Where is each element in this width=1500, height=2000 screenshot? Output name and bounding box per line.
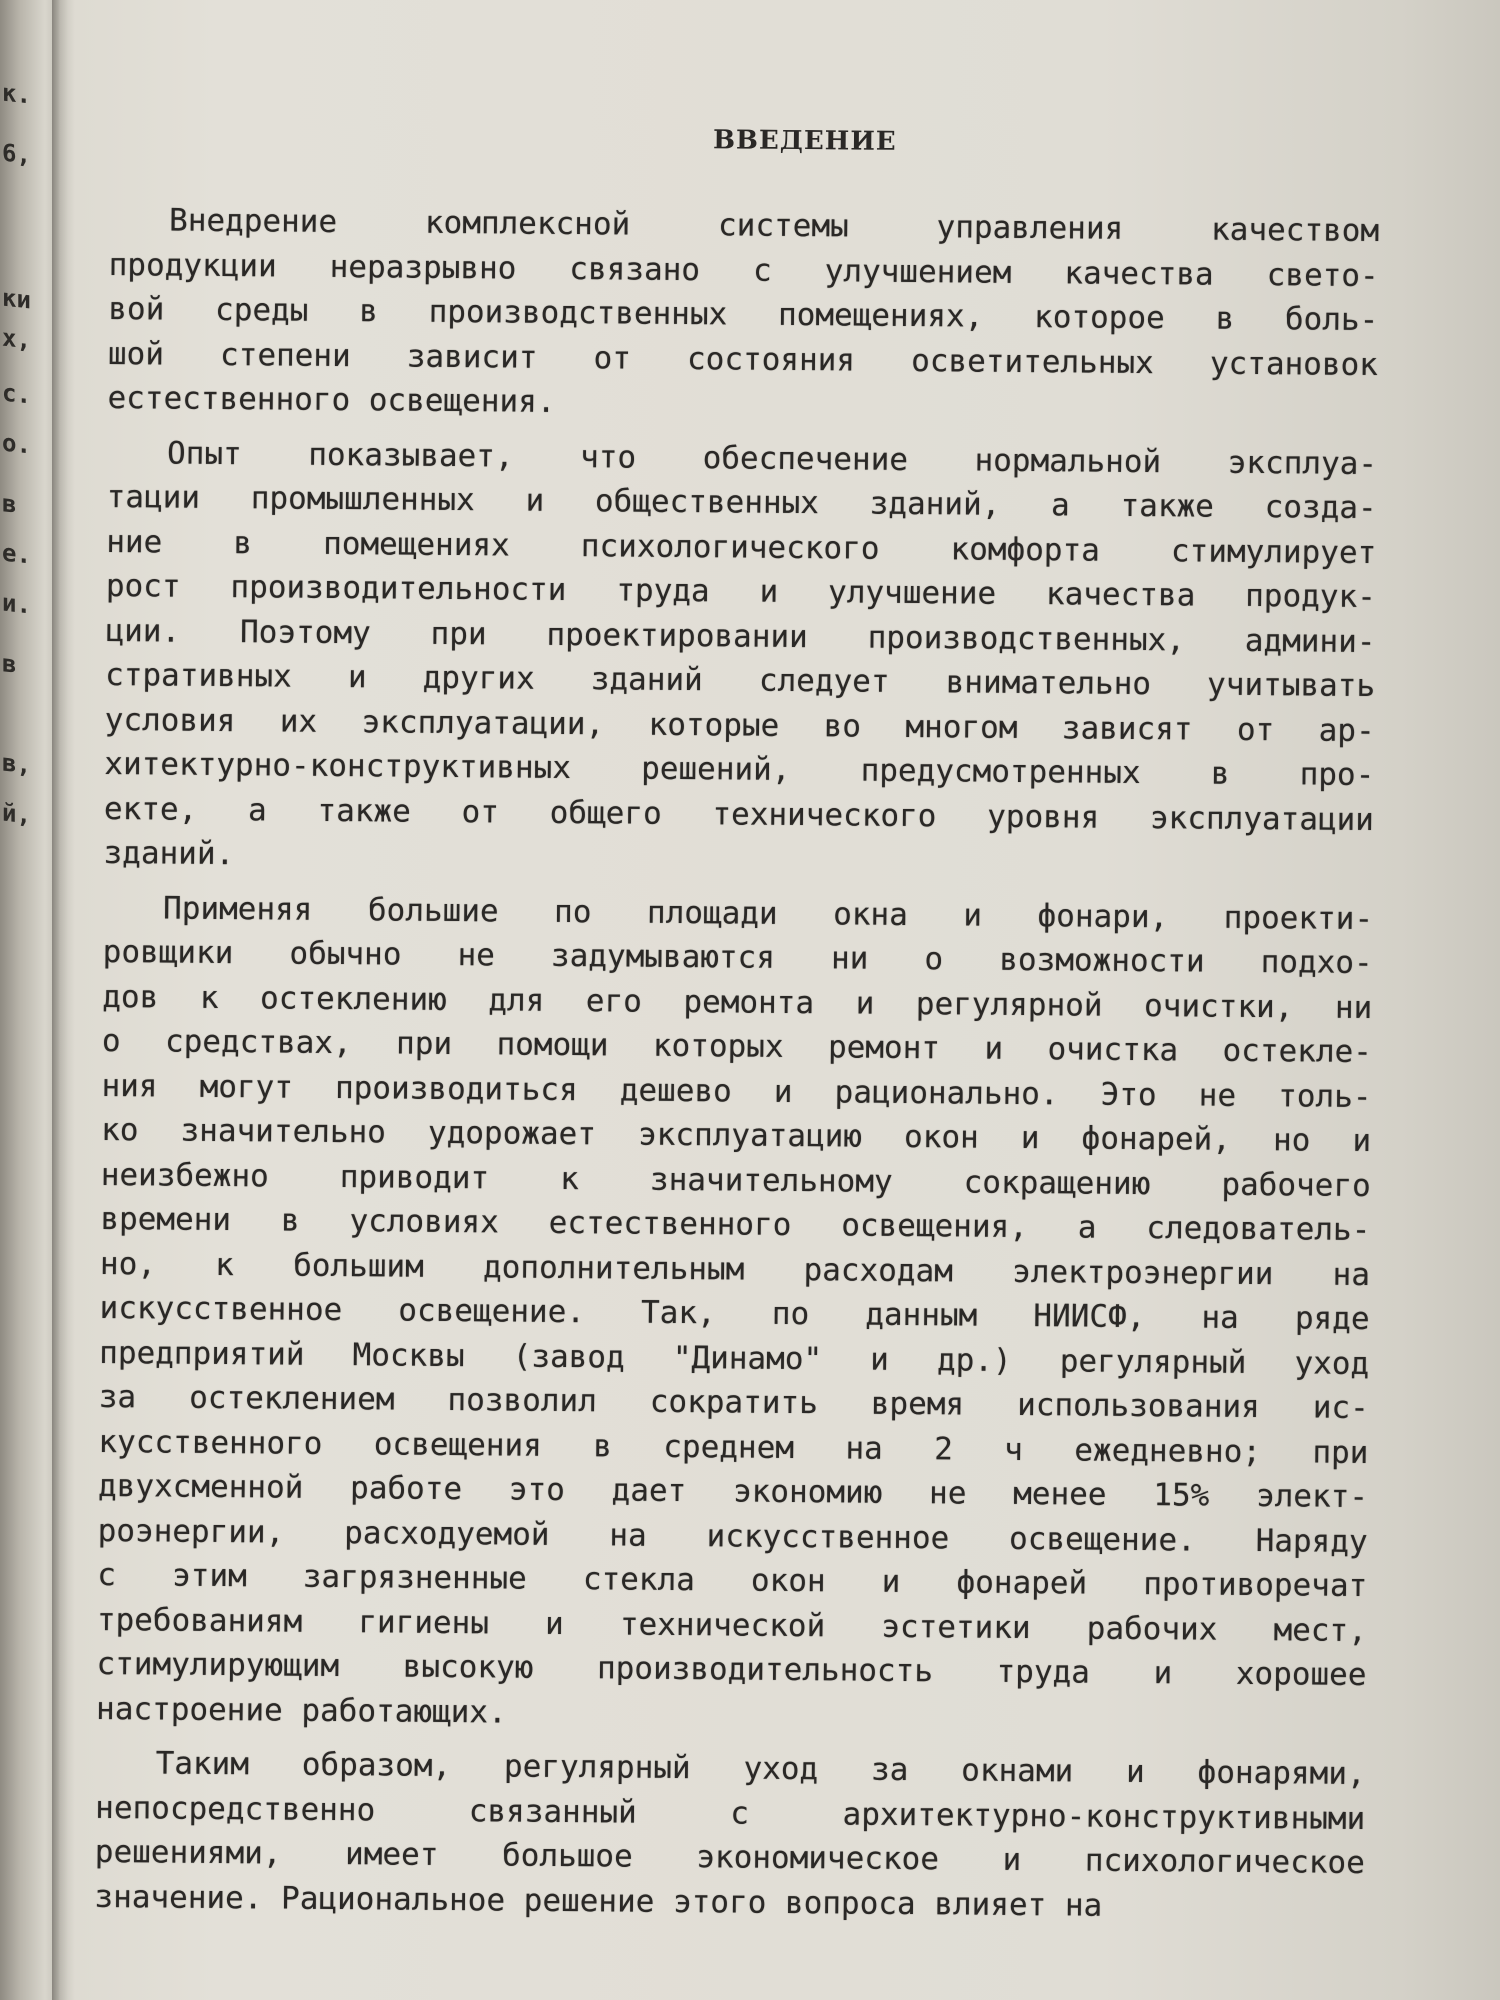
prev-page-fragment: в bbox=[2, 489, 17, 519]
page-heading: ВВЕДЕНИЕ bbox=[712, 125, 897, 157]
text-line: хитектурно-конструктивных решений, предусмотренных в про- bbox=[104, 745, 1375, 794]
prev-page-fragment: 6, bbox=[2, 138, 31, 170]
text-line: кусственного освещения в среднем на 2 ч ежедневно; при bbox=[98, 1423, 1369, 1471]
text-line: Применяя большие по площади окна и фонари, проекти- bbox=[162, 889, 1374, 937]
text-line: продукции неразрывно связано с улучшением качества свето- bbox=[108, 246, 1379, 294]
text-line: с этим загрязненные стекла окон и фонарей противоречат bbox=[97, 1556, 1368, 1605]
prev-page-fragment: с. bbox=[2, 378, 31, 410]
previous-page-edge bbox=[0, 0, 50, 2000]
text-line: настроение работающих. bbox=[95, 1690, 507, 1731]
prev-page-fragment: ки bbox=[2, 283, 31, 315]
prev-page-fragment: е. bbox=[2, 538, 31, 570]
text-line: ко значительно удорожает эксплуатацию окон и фонарей, но и bbox=[101, 1111, 1372, 1160]
text-line: ния могут производиться дешево и рационально. Это не толь- bbox=[101, 1067, 1372, 1115]
prev-page-fragment: х, bbox=[2, 323, 31, 355]
book-spine-shadow bbox=[52, 0, 68, 2000]
text-line: искусственное освещение. Так, по данным НИИСФ, на ряде bbox=[99, 1289, 1370, 1338]
text-line: екте, а также от общего технического уровня эксплуатации bbox=[103, 790, 1375, 838]
text-line: значение. Рациональное решение этого вопроса влияет на bbox=[94, 1878, 1103, 1924]
text-line: двухсменной работе это дает экономию не менее 15% элект- bbox=[97, 1467, 1369, 1516]
text-line: дов к остеклению для его ремонта и регулярной очистки, ни bbox=[102, 978, 1373, 1026]
prev-page-fragment: к. bbox=[2, 78, 31, 110]
text-line: естественного освещения. bbox=[107, 379, 556, 420]
paragraph bbox=[94, 1741, 1366, 1930]
paragraph bbox=[103, 430, 1377, 886]
text-line: за остеклением позволил сократить время использования ис- bbox=[98, 1378, 1369, 1427]
text-line: ции. Поэтому при проектировании производственных, админи- bbox=[105, 612, 1376, 660]
text-line: тации промышленных и общественных зданий, а также созда- bbox=[106, 478, 1377, 527]
text-line: о средствах, при помощи которых ремонт и очистка остекле- bbox=[101, 1022, 1373, 1071]
text-line: зданий. bbox=[103, 834, 235, 873]
text-line: роэнергии, расходуемой на искусственное освещение. Наряду bbox=[97, 1512, 1368, 1560]
prev-page-fragment: в, bbox=[2, 748, 31, 780]
text-line: Внедрение комплексной системы управления качеством bbox=[168, 202, 1380, 250]
text-line: времени в условиях естественного освещения, а следователь- bbox=[100, 1200, 1371, 1249]
text-line: условия их эксплуатации, которые во многом зависят от ар- bbox=[104, 701, 1375, 749]
text-line: непосредственно связанный с архитектурно-конструктивными bbox=[95, 1789, 1366, 1837]
text-line: стративных и других зданий следует внимательно учитывать bbox=[104, 656, 1376, 705]
prev-page-fragment: й, bbox=[2, 798, 31, 830]
text-line: но, к большим дополнительным расходам электроэнергии на bbox=[99, 1245, 1371, 1293]
text-line: ние в помещениях психологического комфорта стимулирует bbox=[106, 523, 1377, 571]
text-line: неизбежно приводит к значительному сокращению рабочего bbox=[100, 1156, 1371, 1204]
prev-page-fragment: и. bbox=[2, 588, 31, 620]
text-line: требованиям гигиены и технической эстетики рабочих мест, bbox=[96, 1601, 1368, 1649]
text-line: решениями, имеет большое экономическое и психологическое bbox=[94, 1833, 1365, 1882]
book-page bbox=[94, 120, 1380, 1940]
paragraph bbox=[96, 885, 1373, 1742]
text-line: предприятий Москвы (завод "Динамо" и др.) регулярный уход bbox=[99, 1334, 1370, 1382]
text-line: Опыт показывает, что обеспечение нормальной эксплуа- bbox=[166, 435, 1378, 482]
text-line: стимулирующим высокую производительность труда и хорошее bbox=[96, 1645, 1367, 1694]
text-line: Таким образом, регулярный уход за окнами и фонарями, bbox=[155, 1745, 1366, 1793]
paragraph bbox=[107, 198, 1379, 432]
text-line: вой среды в производственных помещениях, которое в боль- bbox=[108, 290, 1379, 339]
text-line: шой степени зависит от состояния осветительных установок bbox=[107, 335, 1379, 383]
body-text bbox=[94, 198, 1379, 1930]
text-line: рост производительности труда и улучшение качества продук- bbox=[105, 567, 1377, 616]
prev-page-fragment: о. bbox=[2, 428, 31, 460]
prev-page-fragment: в bbox=[2, 649, 17, 679]
text-line: ровщики обычно не задумываются ни о возможности подхо- bbox=[102, 933, 1373, 982]
